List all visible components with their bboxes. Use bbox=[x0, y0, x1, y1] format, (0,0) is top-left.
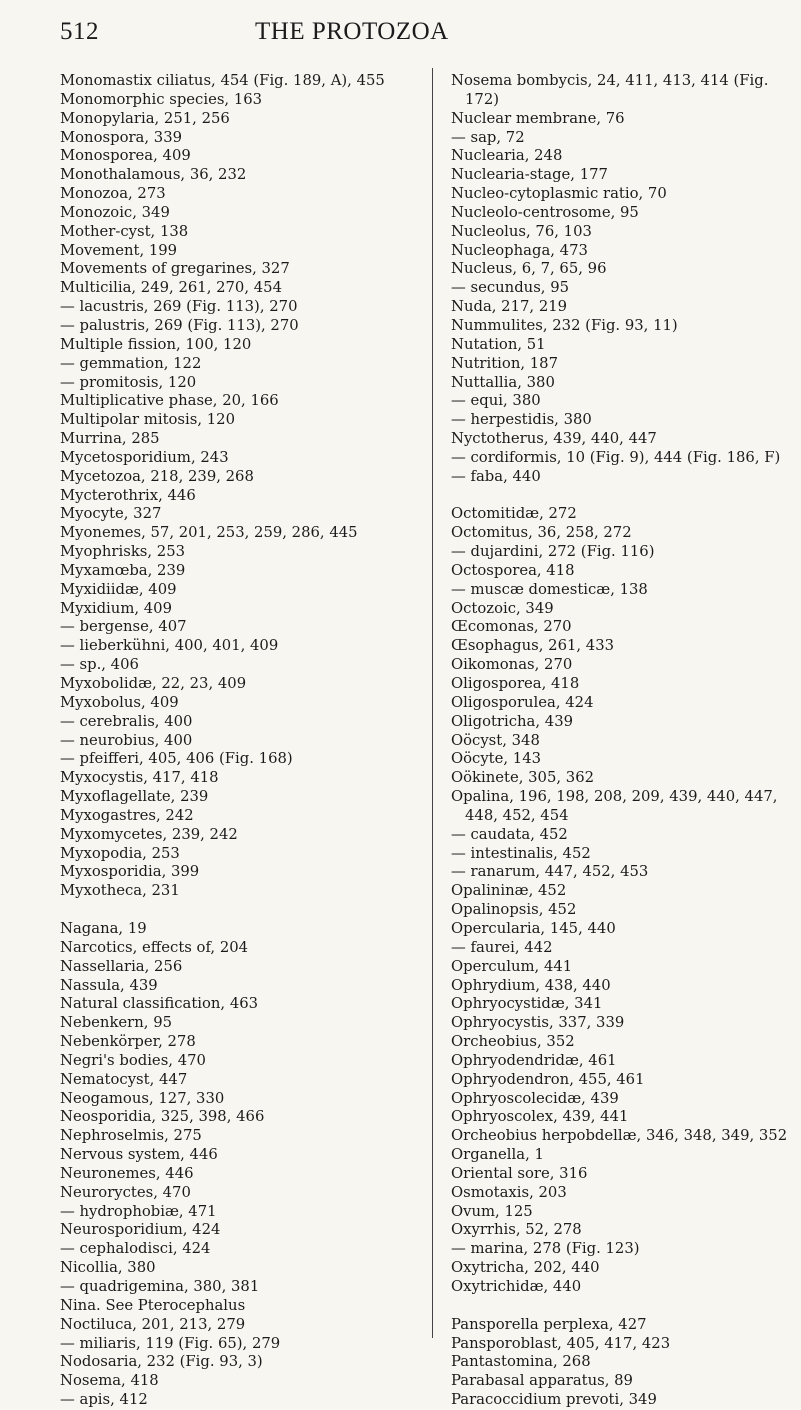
index-entry: Nosema, 418 bbox=[60, 1372, 159, 1390]
index-entry: — gemmation, 122 bbox=[60, 354, 202, 372]
index-entry: Oökinete, 305, 362 bbox=[451, 769, 595, 787]
index-entry: Octomitidæ, 272 bbox=[451, 505, 577, 523]
index-entry: Monomorphic species, 163 bbox=[60, 90, 263, 108]
index-entry: Nassellaria, 256 bbox=[60, 957, 183, 975]
index-entry: Osmotaxis, 203 bbox=[451, 1183, 567, 1201]
index-entry: — lieberkühni, 400, 401, 409 bbox=[60, 637, 279, 655]
index-entry: — sap, 72 bbox=[451, 128, 525, 146]
index-entry: Nervous system, 446 bbox=[60, 1146, 218, 1164]
index-entry: Monosporea, 409 bbox=[60, 147, 191, 165]
index-entry: Monothalamous, 36, 232 bbox=[60, 166, 247, 184]
index-entry: Mother-cyst, 138 bbox=[60, 222, 189, 240]
index-entry: Myophrisks, 253 bbox=[60, 543, 186, 561]
index-entry: Opercularia, 145, 440 bbox=[451, 919, 616, 937]
index-entry: Nuttallia, 380 bbox=[451, 373, 555, 391]
index-entry: — equi, 380 bbox=[451, 392, 541, 410]
index-entry: Nuclearia, 248 bbox=[451, 147, 563, 165]
index-entry: Multiplicative phase, 20, 166 bbox=[60, 392, 279, 410]
index-entry: Myxopodia, 253 bbox=[60, 844, 180, 862]
index-entry: Nutation, 51 bbox=[451, 335, 546, 353]
index-entry: Nutrition, 187 bbox=[451, 354, 558, 372]
index-entry: Myxidium, 409 bbox=[60, 599, 173, 617]
index-entry: — ranarum, 447, 452, 453 bbox=[451, 863, 649, 881]
index-entry: Oxytricha, 202, 440 bbox=[451, 1259, 600, 1277]
index-entry: Nucleophaga, 473 bbox=[451, 241, 588, 259]
column-divider bbox=[432, 68, 433, 1338]
index-entry: Ophryocystis, 337, 339 bbox=[451, 1014, 625, 1032]
index-entry: Monozoic, 349 bbox=[60, 203, 170, 221]
index-entry: Monospora, 339 bbox=[60, 128, 183, 146]
index-entry: Neurosporidium, 424 bbox=[60, 1221, 221, 1239]
index-entry: Oligosporulea, 424 bbox=[451, 693, 594, 711]
letter-section-gap bbox=[60, 901, 420, 920]
index-entry: Monozoa, 273 bbox=[60, 185, 166, 203]
index-entry: Nyctotherus, 439, 440, 447 bbox=[451, 430, 657, 448]
index-entry: Opalinopsis, 452 bbox=[451, 901, 577, 919]
index-entry: Mycterothrix, 446 bbox=[60, 486, 196, 504]
index-entry: Nucleolus, 76, 103 bbox=[451, 222, 592, 240]
index-entry: — cordiformis, 10 (Fig. 9), 444 (Fig. 186, F) bbox=[451, 448, 781, 466]
index-entry: Oligotricha, 439 bbox=[451, 712, 574, 730]
index-entry: Movement, 199 bbox=[60, 241, 178, 259]
index-entry: Nummulites, 232 (Fig. 93, 11) bbox=[451, 316, 678, 334]
index-entry: — faba, 440 bbox=[451, 467, 541, 485]
index-entry: Pansporella perplexa, 427 bbox=[451, 1315, 647, 1333]
index-entry: Myxogastres, 242 bbox=[60, 806, 194, 824]
index-entry: — faurei, 442 bbox=[451, 938, 553, 956]
index-entry: Movements of gregarines, 327 bbox=[60, 260, 290, 278]
index-entry: — muscæ domesticæ, 138 bbox=[451, 580, 648, 598]
index-entry: Multipolar mitosis, 120 bbox=[60, 411, 235, 429]
index-entry: Myxidiidæ, 409 bbox=[60, 580, 177, 598]
index-entry: — lacustris, 269 (Fig. 113), 270 bbox=[60, 298, 298, 316]
index-entry: — herpestidis, 380 bbox=[451, 411, 592, 429]
page-number: 512 bbox=[60, 18, 99, 45]
index-entry: — miliaris, 119 (Fig. 65), 279 bbox=[60, 1334, 281, 1352]
page-header bbox=[60, 18, 761, 50]
index-entry: Nina. See Pterocephalus bbox=[60, 1296, 246, 1314]
running-title: THE PROTOZOA bbox=[255, 18, 449, 45]
index-column-right bbox=[451, 72, 791, 1410]
index-entry: Monomastix ciliatus, 454 (Fig. 189, A), 455 bbox=[60, 72, 385, 89]
index-entry: Pansporoblast, 405, 417, 423 bbox=[451, 1334, 671, 1352]
index-entry: Negri's bodies, 470 bbox=[60, 1051, 206, 1069]
index-entry: — cerebralis, 400 bbox=[60, 712, 193, 730]
letter-section-gap bbox=[451, 487, 791, 506]
index-entry: Natural classification, 463 bbox=[60, 995, 259, 1013]
index-entry: Octosporea, 418 bbox=[451, 561, 575, 579]
index-entry: Nephroselmis, 275 bbox=[60, 1127, 202, 1145]
index-entry: Nicollia, 380 bbox=[60, 1259, 156, 1277]
index-entry: Ophryodendron, 455, 461 bbox=[451, 1070, 645, 1088]
index-entry: Organella, 1 bbox=[451, 1146, 544, 1164]
index-entry: — palustris, 269 (Fig. 113), 270 bbox=[60, 316, 299, 334]
index-entry: Oriental sore, 316 bbox=[451, 1164, 588, 1182]
index-entry: Myonemes, 57, 201, 253, 259, 286, 445 bbox=[60, 524, 358, 542]
index-entry: Nuclearia-stage, 177 bbox=[451, 166, 608, 184]
index-entry: Multiple fission, 100, 120 bbox=[60, 335, 252, 353]
index-entry: Operculum, 441 bbox=[451, 957, 573, 975]
index-entry: Oöcyst, 348 bbox=[451, 731, 540, 749]
index-entry: — secundus, 95 bbox=[451, 279, 570, 297]
index-entry: Neosporidia, 325, 398, 466 bbox=[60, 1108, 265, 1126]
index-entry: Nosema bombycis, 24, 411, 413, 414 (Fig. 172) bbox=[451, 72, 769, 108]
index-entry: Myxotheca, 231 bbox=[60, 882, 180, 900]
index-entry: Œcomonas, 270 bbox=[451, 618, 572, 636]
index-entry: Nassula, 439 bbox=[60, 976, 158, 994]
index-entry: — marina, 278 (Fig. 123) bbox=[451, 1240, 640, 1258]
index-entry: Octomitus, 36, 258, 272 bbox=[451, 524, 632, 542]
index-column-left bbox=[60, 72, 420, 1410]
index-entry: — quadrigemina, 380, 381 bbox=[60, 1278, 260, 1295]
index-entry: — intestinalis, 452 bbox=[451, 844, 591, 862]
index-entry: Nodosaria, 232 (Fig. 93, 3) bbox=[60, 1353, 263, 1371]
index-entry: Orcheobius herpobdellæ, 346, 348, 349, 352 bbox=[451, 1127, 788, 1145]
index-entry: Neogamous, 127, 330 bbox=[60, 1089, 225, 1107]
index-entry: Myocyte, 327 bbox=[60, 505, 162, 523]
index-entry: — promitosis, 120 bbox=[60, 373, 197, 391]
index-entry: Noctiluca, 201, 213, 279 bbox=[60, 1315, 246, 1333]
index-entry: Oöcyte, 143 bbox=[451, 750, 542, 768]
index-entry: — neurobius, 400 bbox=[60, 731, 193, 749]
index-entry: Oxytrichidæ, 440 bbox=[451, 1278, 582, 1295]
index-entry: Narcotics, effects of, 204 bbox=[60, 938, 249, 956]
index-entry: Myxocystis, 417, 418 bbox=[60, 769, 219, 787]
index-entry: Multicilia, 249, 261, 270, 454 bbox=[60, 279, 282, 297]
index-entry: — apis, 412 bbox=[60, 1391, 148, 1409]
index-entry: — dujardini, 272 (Fig. 116) bbox=[451, 543, 655, 561]
letter-section-gap bbox=[451, 1297, 791, 1316]
index-entry: — sp., 406 bbox=[60, 656, 139, 674]
index-entry: — pfeifferi, 405, 406 (Fig. 168) bbox=[60, 750, 293, 768]
index-entry: Neuronemes, 446 bbox=[60, 1164, 194, 1182]
index-entry: Opalininæ, 452 bbox=[451, 882, 567, 900]
index-entry: Myxoflagellate, 239 bbox=[60, 788, 209, 806]
index-entry: Ophrydium, 438, 440 bbox=[451, 976, 611, 994]
index-entry: Ophryoscolecidæ, 439 bbox=[451, 1089, 619, 1107]
index-entry: Nucleus, 6, 7, 65, 96 bbox=[451, 260, 607, 278]
index-entry: Nucleolo-centrosome, 95 bbox=[451, 203, 639, 221]
index-entry: Nuda, 217, 219 bbox=[451, 298, 568, 316]
index-entry: Pantastomina, 268 bbox=[451, 1353, 591, 1371]
index-entry: Ophryoscolex, 439, 441 bbox=[451, 1108, 629, 1126]
index-entry: Nematocyst, 447 bbox=[60, 1070, 188, 1088]
index-entry: — caudata, 452 bbox=[451, 825, 568, 843]
index-entry: Œsophagus, 261, 433 bbox=[451, 637, 615, 655]
index-entry: Myxobolidæ, 22, 23, 409 bbox=[60, 675, 247, 692]
index-entry: Nagana, 19 bbox=[60, 919, 147, 937]
index-entry: Ophryocystidæ, 341 bbox=[451, 995, 603, 1013]
index-entry: Nebenkern, 95 bbox=[60, 1014, 173, 1032]
index-entry: Monopylaria, 251, 256 bbox=[60, 109, 230, 127]
index-entry: Myxosporidia, 399 bbox=[60, 863, 200, 881]
index-entry: Myxomycetes, 239, 242 bbox=[60, 825, 238, 843]
index-entry: — bergense, 407 bbox=[60, 618, 187, 636]
index-entry: Mycetozoa, 218, 239, 268 bbox=[60, 467, 254, 485]
index-entry: Myxobolus, 409 bbox=[60, 693, 179, 711]
index-entry: Oxyrrhis, 52, 278 bbox=[451, 1221, 582, 1239]
index-entry: Opalina, 196, 198, 208, 209, 439, 440, 447, 448, 452, 454 bbox=[451, 788, 778, 824]
index-entry: Nuclear membrane, 76 bbox=[451, 109, 625, 127]
index-entry: Paracoccidium prevoti, 349 bbox=[451, 1391, 657, 1409]
index-entry: — cephalodisci, 424 bbox=[60, 1240, 211, 1258]
index-entry: Mycetosporidium, 243 bbox=[60, 448, 229, 466]
index-entry: Ophryodendridæ, 461 bbox=[451, 1051, 617, 1069]
index-entry: Nebenkörper, 278 bbox=[60, 1033, 196, 1051]
index-entry: Orcheobius, 352 bbox=[451, 1033, 575, 1051]
index-entry: Murrina, 285 bbox=[60, 430, 160, 448]
index-entry: Parabasal apparatus, 89 bbox=[451, 1372, 633, 1390]
index-entry: — hydrophobiæ, 471 bbox=[60, 1202, 217, 1220]
index-entry: Neuroryctes, 470 bbox=[60, 1183, 191, 1201]
index-entry: Octozoic, 349 bbox=[451, 599, 554, 617]
index-entry: Ovum, 125 bbox=[451, 1202, 533, 1220]
index-entry: Myxamœba, 239 bbox=[60, 561, 186, 579]
index-entry: Oligosporea, 418 bbox=[451, 675, 580, 692]
index-entry: Oikomonas, 270 bbox=[451, 656, 573, 674]
index-entry: Nucleo-cytoplasmic ratio, 70 bbox=[451, 185, 667, 203]
